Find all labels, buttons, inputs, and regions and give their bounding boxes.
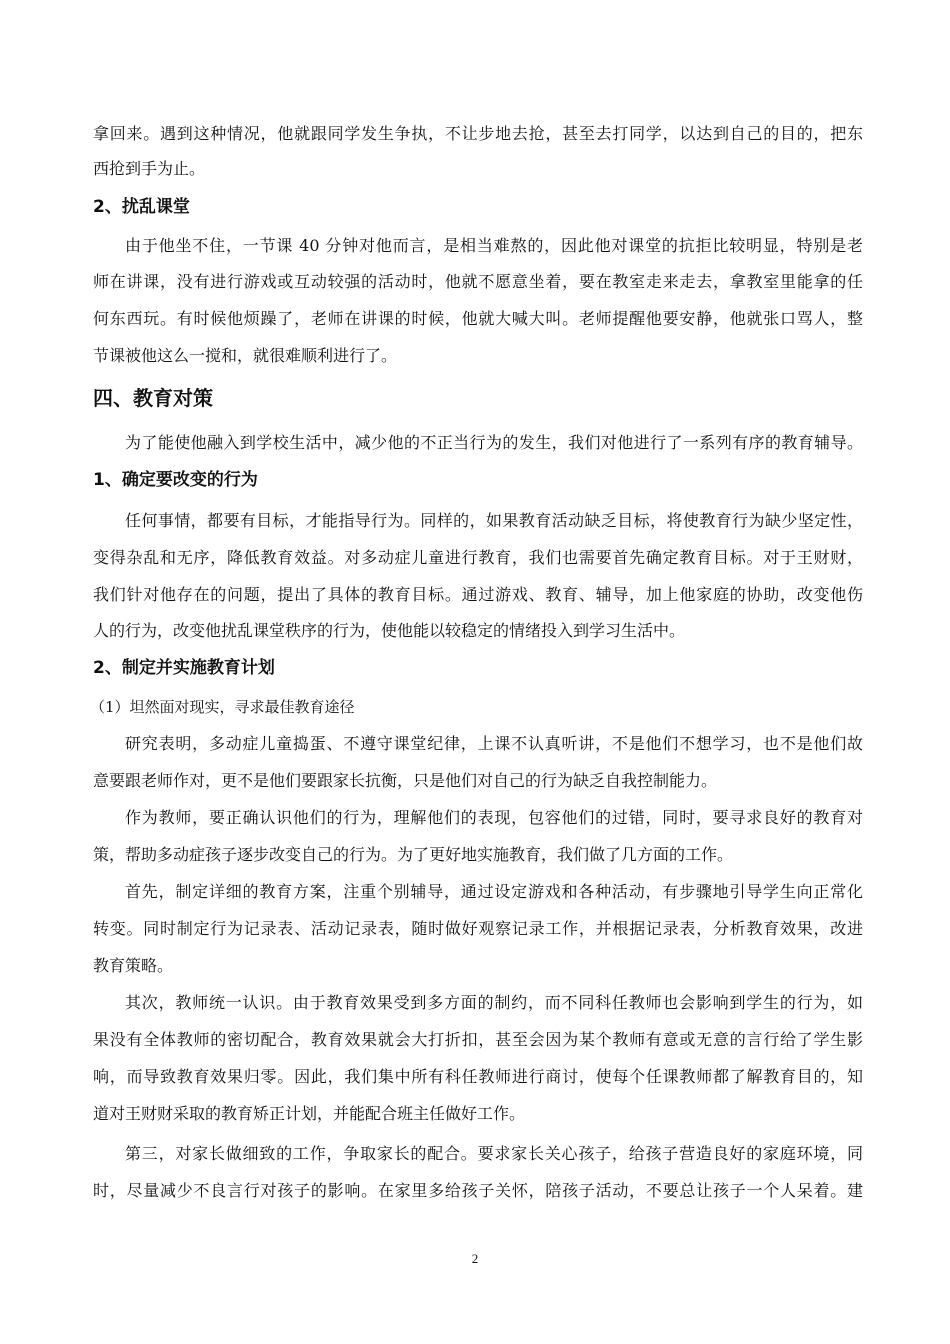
- paragraph-line: 转变。同时制定行为记录表、活动记录表，随时做好观察记录工作，并根据记录表，分析教育效果，改进: [93, 919, 863, 938]
- section-heading: 1、确定要改变的行为: [93, 470, 258, 490]
- paragraph-line: 拿回来。遇到这种情况，他就跟同学发生争执，不让步地去抢，甚至去打同学，以达到自己的目的，把东: [93, 124, 863, 143]
- page-number: 2: [471, 1251, 479, 1266]
- paragraph-line: 节课被他这么一搅和，就很难顺利进行了。: [93, 346, 398, 365]
- paragraph-line: 西抢到手为止。: [93, 159, 206, 178]
- paragraph-line: 人的行为，改变他扰乱课堂秩序的行为，使他能以较稳定的情绪投入到学习生活中。: [93, 621, 686, 640]
- paragraph-line: 道对王财财采取的教育矫正计划，并能配合班主任做好工作。: [93, 1104, 526, 1123]
- paragraph-line: 变得杂乱和无序，降低教育效益。对多动症儿童进行教育，我们也需要首先确定教育目标。对于王财财，: [93, 548, 863, 567]
- paragraph-line: 研究表明，多动症儿童捣蛋、不遵守课堂纪律，上课不认真听讲，不是他们不想学习，也不是他们故: [125, 734, 863, 753]
- paragraph-line: 任何事情，都要有目标，才能指导行为。同样的，如果教育活动缺乏目标，将使教育行为缺少坚定性，: [125, 511, 863, 530]
- paragraph-line: 教育策略。: [93, 956, 174, 975]
- paragraph-line: 第三，对家长做细致的工作，争取家长的配合。要求家长关心孩子，给孩子营造良好的家庭环境，同: [125, 1144, 863, 1163]
- paragraph-line: 其次，教师统一认识。由于教育效果受到多方面的制约，而不同科任教师也会影响到学生的行为，如: [125, 993, 863, 1012]
- paragraph-line: 我们针对他存在的问题，提出了具体的教育目标。通过游戏、教育、辅导，加上他家庭的协助，改变他伤: [93, 585, 863, 604]
- paragraph-line: 师在讲课，没有进行游戏或互动较强的活动时，他就不愿意坐着，要在教室走来走去，拿教室里能拿的任: [93, 272, 863, 291]
- paragraph-line: 由于他坐不住，一节课 40 分钟对他而言，是相当难熬的，因此他对课堂的抗拒比较明显，特别是老: [125, 236, 863, 255]
- paragraph-line: 首先，制定详细的教育方案，注重个别辅导，通过设定游戏和各种活动，有步骤地引导学生向正常化: [125, 882, 863, 901]
- section-heading: 2、扰乱课堂: [93, 197, 190, 217]
- paragraph-line: 策，帮助多动症孩子逐步改变自己的行为。为了更好地实施教育，我们做了几方面的工作。: [93, 845, 734, 864]
- paragraph-line: 作为教师，要正确认识他们的行为，理解他们的表现，包容他们的过错，同时，要寻求良好的教育对: [125, 808, 863, 827]
- paragraph-line: 为了能使他融入到学校生活中，减少他的不正当行为的发生，我们对他进行了一系列有序的教育辅导。: [125, 433, 863, 452]
- paragraph-line: 意要跟老师作对，更不是他们要跟家长抗衡，只是他们对自己的行为缺乏自我控制能力。: [93, 771, 718, 790]
- paragraph-line: 何东西玩。有时候他烦躁了，老师在讲课的时候，他就大喊大叫。老师提醒他要安静，他就张口骂人，整: [93, 309, 863, 328]
- paragraph-line: 时，尽量减少不良言行对孩子的影响。在家里多给孩子关怀，陪孩子活动，不要总让孩子一个人呆着。建: [93, 1181, 863, 1200]
- subsection-heading: （1）坦然面对现实，寻求最佳教育途径: [90, 698, 355, 716]
- paragraph-line: 响，而导致教育效果归零。因此，我们集中所有科任教师进行商讨，使每个任课教师都了解教育目的，知: [93, 1067, 863, 1086]
- section-heading: 2、制定并实施教育计划: [93, 658, 275, 678]
- paragraph-line: 果没有全体教师的密切配合，教育效果就会大打折扣，甚至会因为某个教师有意或无意的言行给了学生影: [93, 1030, 863, 1049]
- chapter-heading: 四、教育对策: [93, 386, 213, 410]
